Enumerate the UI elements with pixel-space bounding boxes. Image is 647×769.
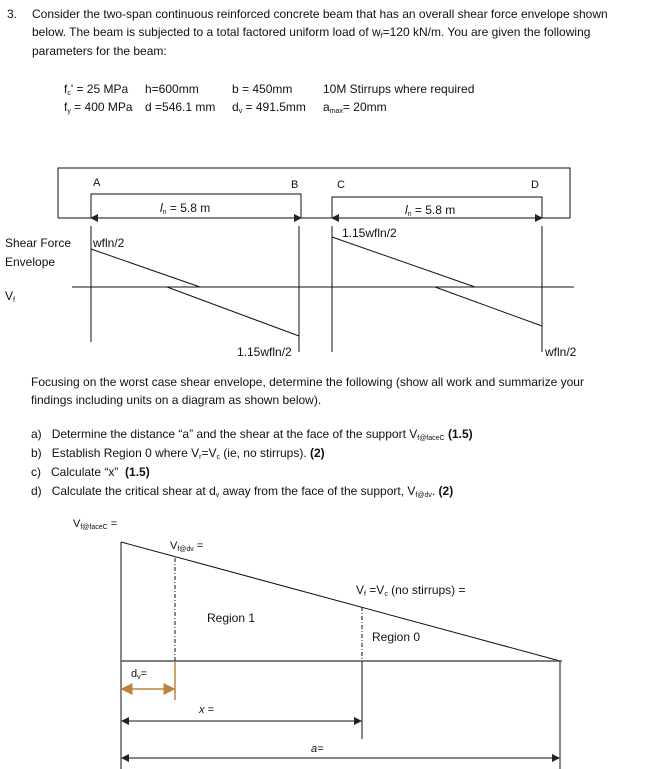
param-fy [64,100,133,114]
param-b: b = 450mm [232,82,293,96]
param-dv [232,100,306,114]
p: = 5.8 m [411,203,456,217]
vf-dv-label [170,539,203,553]
subscript: v [215,492,220,499]
p: a [323,100,330,114]
task-marks: (1.5) [447,427,473,441]
task-text: Determine the distance “a” and the shear at the face of the support V [51,427,418,441]
intro-line-1: Consider the two-span continuous reinforced concrete beam that has an overall shear force envelope shown [32,7,608,21]
vf-face-label [73,517,117,531]
p: = [193,540,204,552]
p: = 400 MPa [70,100,133,114]
support-c: C [337,179,345,191]
vf-vc-label [356,583,466,597]
task-text: Establish Region 0 where V [51,446,200,460]
param-h: h=600mm [145,82,199,96]
label-d-bottom: wfln/2 [545,345,577,359]
p: (no stirrups) = [387,583,466,597]
subscript: f [364,591,366,598]
task-marks: (1.5) [125,465,150,479]
p: = 5.8 m [166,201,211,215]
subscript: f@dv [415,492,432,499]
param-amax [323,100,387,114]
intro-text: below. The beam is subjected to a total factored uniform load of w [32,25,381,39]
label-a-top: wfln/2 [93,236,125,250]
p: d [232,100,239,114]
span1-length [160,201,210,215]
envelope-span1-neg [167,287,299,336]
subscript: max [329,108,343,115]
beam-outline [58,168,570,218]
x-label: x = [199,704,214,716]
subscript: f@dv [177,546,194,553]
support-a: A [93,177,101,189]
subscript: n [162,209,167,216]
task-b [31,446,325,460]
shear-slope [121,542,560,661]
task-a [31,427,473,441]
task-marks: (2) [310,446,325,460]
intro-line-2 [32,25,590,39]
subscript: f@faceC [417,435,445,442]
task-text: away from the face of the support, V [219,484,416,498]
question-number: 3. [7,7,18,21]
task-text: =V [201,446,217,460]
envelope-span2-pos [332,237,475,287]
task-letter: a) [31,427,42,441]
task-marks: (2) [438,484,454,498]
vf-axis-label [5,289,15,303]
subscript: v [238,108,243,115]
p: V [170,540,178,552]
p: l [405,203,408,217]
subscript: f [380,33,383,40]
param-stirrups: 10M Stirrups where required [323,82,475,96]
label-b-bottom: 1.15wfln/2 [237,345,292,359]
instructions-2: findings including units on a diagram as shown below). [31,393,322,407]
dv-label [131,667,147,681]
p: V [73,518,81,530]
task-letter: c) [31,465,41,479]
subscript: c [216,454,220,461]
p: = [107,518,118,530]
support-b: B [291,179,299,191]
task-text: . [431,484,436,498]
task-d [31,484,453,498]
envelope-span1-pos [91,249,200,287]
subscript: c [384,591,388,598]
span2-length [405,203,455,217]
subscript: v [137,674,141,681]
region-1-label: Region 1 [207,611,256,625]
support-d: D [531,179,539,191]
p: V [356,583,365,597]
task-letter: d) [31,484,42,498]
p: ' = 25 MPa [70,82,129,96]
intro-text: =120 kN/m. You are given the following [382,25,591,39]
instructions-1: Focusing on the worst case shear envelope, determine the following (show all work and summarize your [31,375,584,389]
p: d [131,668,138,680]
task-text: Calculate the critical shear at d [51,484,216,498]
subscript: c [67,90,71,97]
p: = [140,668,148,680]
subscript: f [13,297,15,304]
p: f [64,100,68,114]
p: f [64,82,68,96]
task-c [31,465,150,479]
p: V [5,289,14,303]
p: =V [365,583,385,597]
task-text: (ie, no stirrups). [219,446,307,460]
subscript: r [199,454,202,461]
p: = 20mm [342,100,387,114]
region-0-label: Region 0 [372,630,421,644]
a-label: a= [311,743,324,755]
p: = 491.5mm [242,100,306,114]
subscript: y [67,108,71,115]
subscript: f@faceC [80,524,108,531]
ylabel-1: Shear Force [5,236,72,250]
param-d: d =546.1 mm [145,100,216,114]
intro-line-3: parameters for the beam: [32,44,167,58]
param-fc [64,82,128,96]
task-letter: b) [31,446,42,460]
label-c-top: 1.15wfln/2 [342,226,397,240]
envelope-span2-neg [435,287,542,326]
p: l [160,201,163,215]
task-text: Calculate “x” [51,465,119,479]
subscript: n [407,211,412,218]
ylabel-2: Envelope [5,255,56,269]
